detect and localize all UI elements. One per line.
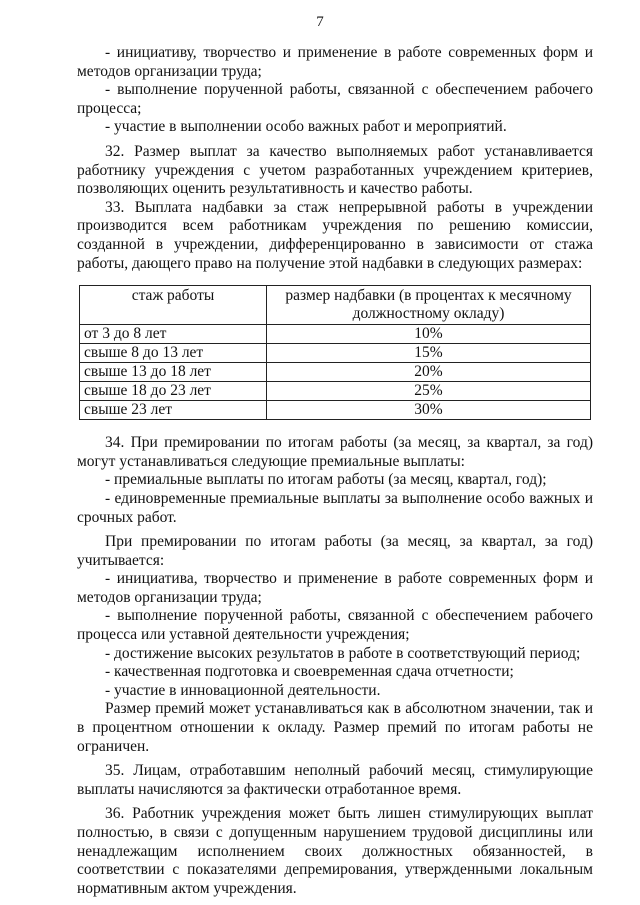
paragraph-36: 36. Работник учреждения может быть лишен стимулирующих выплат полностью, в связи с допущенным нарушением трудовой дисциплины или ненадлежащим исполнением своих должностных обязанностей, в соответствии с показателями депремирования, утвержденными локальным нормативным актом учреждения. (77, 805, 593, 897)
header-bonus-size: размер надбавки (в процентах к месячному должностному окладу) (267, 286, 591, 325)
bullet-important-works: - участие в выполнении особо важных работ и мероприятий. (105, 118, 507, 136)
document-body (77, 44, 593, 898)
table-row (80, 382, 591, 401)
seniority-bonus-table (79, 285, 591, 420)
paragraph-32: 32. Размер выплат за качество выполняемых работ устанавливается работнику учреждения с учетом разработанных учреждением критериев, позволяющих оценить результативность и качество работы. (77, 142, 593, 198)
bonus-cell: 10% (267, 325, 591, 344)
bonus-cell: 30% (267, 401, 591, 420)
bullet-initiative: - инициативу, творчество и применение в работе современных форм и методов организации труда; (77, 44, 593, 80)
header-seniority: стаж работы (80, 286, 267, 325)
bonus-cell: 15% (267, 344, 591, 363)
bullet-assigned-work: - выполнение порученной работы, связанной с обеспечением рабочего процесса; (77, 81, 593, 117)
paragraph-34: 34. При премировании по итогам работы (за месяц, за квартал, за год) могут устанавливаться следующие премиальные выплаты: (77, 434, 593, 470)
table-header-row (80, 286, 591, 325)
bullet-innovation: - участие в инновационной деятельности. (105, 681, 381, 699)
seniority-cell: свыше 23 лет (80, 401, 267, 420)
bullet-bonus-onetime: - единовременные премиальные выплаты за выполнение особо важных и срочных работ. (77, 489, 593, 526)
table-row (80, 325, 591, 344)
paragraph-bonus-size: Размер премий может устанавливаться как в абсолютном значении, так и в процентном отношении к окладу. Размер премий по итогам работы не ограничен. (77, 700, 593, 755)
seniority-cell: свыше 13 до 18 лет (80, 363, 267, 382)
seniority-cell: свыше 8 до 13 лет (80, 344, 267, 363)
paragraph-35: 35. Лицам, отработавшим неполный рабочий месяц, стимулирующие выплаты начисляются за фактически отработанное время. (77, 762, 593, 798)
table-row (80, 363, 591, 382)
page-number: 7 (316, 14, 324, 30)
seniority-cell: свыше 18 до 23 лет (80, 382, 267, 401)
bullet-bonus-period: - премиальные выплаты по итогам работы (за месяц, квартал, год); (105, 471, 547, 489)
table-row (80, 401, 591, 420)
bullet-reporting: - качественная подготовка и своевременная сдача отчетности; (105, 663, 514, 681)
bullet-high-results: - достижение высоких результатов в работе в соответствующий период; (105, 644, 581, 662)
seniority-cell: от 3 до 8 лет (80, 325, 267, 344)
bonus-cell: 25% (267, 382, 591, 401)
bullet-assigned-work-2: - выполнение порученной работы, связанной с обеспечением рабочего процесса или уставной деятельности учреждения; (77, 607, 593, 644)
paragraph-34-considered: При премировании по итогам работы (за месяц, за квартал, за год) учитывается: (77, 533, 593, 569)
table-row (80, 344, 591, 363)
paragraph-33: 33. Выплата надбавки за стаж непрерывной работы в учреждении производится всем работникам учреждения по решению комиссии, созданной в учреждении, дифференцированно в зависимости от стажа работы, дающего право на получение этой надбавки в следующих размерах: (77, 198, 593, 272)
bonus-cell: 20% (267, 363, 591, 382)
bullet-initiative-2: - инициатива, творчество и применение в работе современных форм и методов организации труда; (77, 570, 593, 606)
